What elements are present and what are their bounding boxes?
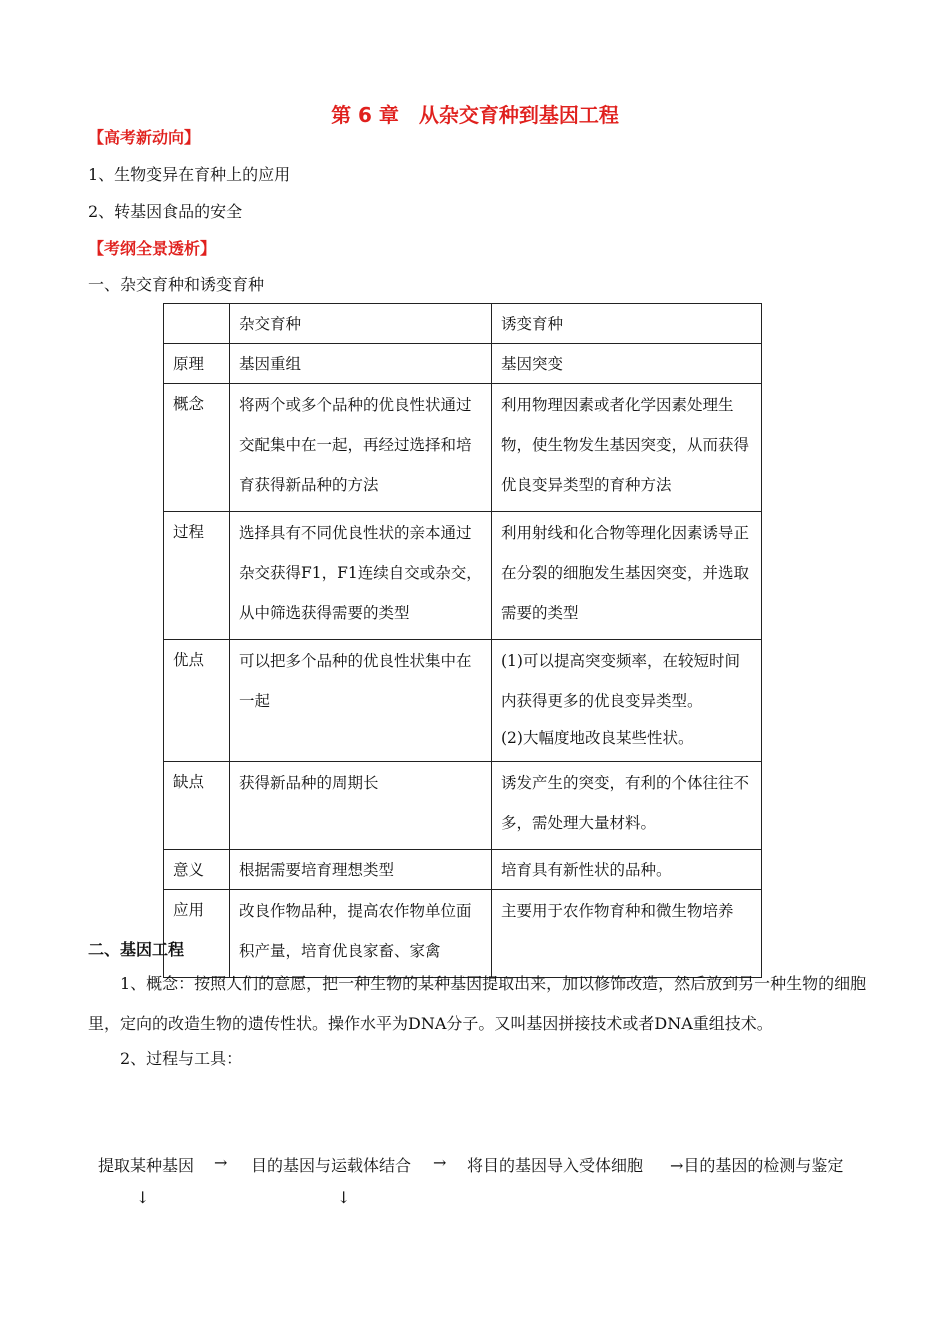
hybrid-cell: 获得新品种的周期长 — [230, 762, 492, 850]
hybrid-cell: 将两个或多个品种的优良性状通过交配集中在一起，再经过选择和培育获得新品种的方法 — [230, 384, 492, 512]
gene-engineering-concept: 1、概念：按照人们的意愿，把一种生物的某种基因提取出来，加以修饰改造，然后放到另一种生物的细胞里，定向的改造生物的遗传性状。操作水平为DNA分子。又叫基因拼接技术或者DNA重组技术。 — [88, 974, 867, 1033]
row-label: 意义 — [164, 850, 230, 890]
flow-step-transfer: 将目的基因导入受体细胞 — [467, 1156, 644, 1175]
flow-step-combine: 目的基因与运载体结合 — [251, 1156, 412, 1175]
table-row — [164, 850, 762, 890]
table-row — [164, 344, 762, 384]
table-row — [164, 384, 762, 512]
trend-item-1: 1、生物变异在育种上的应用 — [88, 165, 291, 184]
table-row — [164, 640, 762, 762]
table-row — [164, 762, 762, 850]
advantage-point-1: (1)可以提高突变频率，在较短时间内获得更多的优良变异类型。 — [501, 652, 740, 710]
hybrid-cell: 选择具有不同优良性状的亲本通过杂交获得F1，F1连续自交或杂交，从中筛选获得需要的类型 — [230, 512, 492, 640]
flow-arrow-right: → — [433, 1153, 447, 1172]
row-label: 过程 — [164, 512, 230, 640]
row-label: 优点 — [164, 640, 230, 762]
flow-arrow-down: ↓ — [136, 1188, 150, 1207]
mutation-cell: 主要用于农作物育种和微生物培养 — [492, 890, 762, 978]
table-header-cell: 诱变育种 — [492, 304, 762, 344]
hybrid-cell: 基因重组 — [230, 344, 492, 384]
table-row — [164, 512, 762, 640]
heading-outline: 【考纲全景透析】 — [88, 239, 217, 258]
hybrid-cell: 改良作物品种，提高农作物单位面积产量，培育优良家畜、家禽 — [230, 890, 492, 978]
mutation-cell — [492, 640, 762, 762]
flow-step-detect: →目的基因的检测与鉴定 — [670, 1156, 844, 1175]
table-header-row — [164, 304, 762, 344]
heading-new-trend: 【高考新动向】 — [88, 128, 201, 147]
mutation-cell: 培育具有新性状的品种。 — [492, 850, 762, 890]
flow-arrow-right: → — [214, 1153, 228, 1172]
row-label: 原理 — [164, 344, 230, 384]
process-title: 2、过程与工具： — [120, 1049, 243, 1068]
hybrid-cell: 可以把多个品种的优良性状集中在一起 — [230, 640, 492, 762]
page-title: 第 6 章 从杂交育种到基因工程 — [331, 103, 619, 127]
row-label: 应用 — [164, 890, 230, 978]
row-label: 缺点 — [164, 762, 230, 850]
flow-arrow-down: ↓ — [337, 1188, 351, 1207]
hybrid-cell: 根据需要培育理想类型 — [230, 850, 492, 890]
mutation-cell: 利用射线和化合物等理化因素诱导正在分裂的细胞发生基因突变，并选取需要的类型 — [492, 512, 762, 640]
part1-title: 一、杂交育种和诱变育种 — [88, 275, 265, 294]
heading-gene-engineering: 二、基因工程 — [88, 940, 185, 959]
row-label: 概念 — [164, 384, 230, 512]
breeding-comparison-table — [163, 303, 762, 978]
mutation-cell: 基因突变 — [492, 344, 762, 384]
trend-item-2: 2、转基因食品的安全 — [88, 202, 243, 221]
table-header-cell — [164, 304, 230, 344]
mutation-cell: 诱发产生的突变，有利的个体往往不多，需处理大量材料。 — [492, 762, 762, 850]
flow-step-extract: 提取某种基因 — [98, 1156, 195, 1175]
mutation-cell: 利用物理因素或者化学因素处理生物，使生物发生基因突变，从而获得优良变异类型的育种方法 — [492, 384, 762, 512]
advantage-point-2: (2)大幅度地改良某些性状。 — [501, 729, 694, 747]
table-header-cell: 杂交育种 — [230, 304, 492, 344]
